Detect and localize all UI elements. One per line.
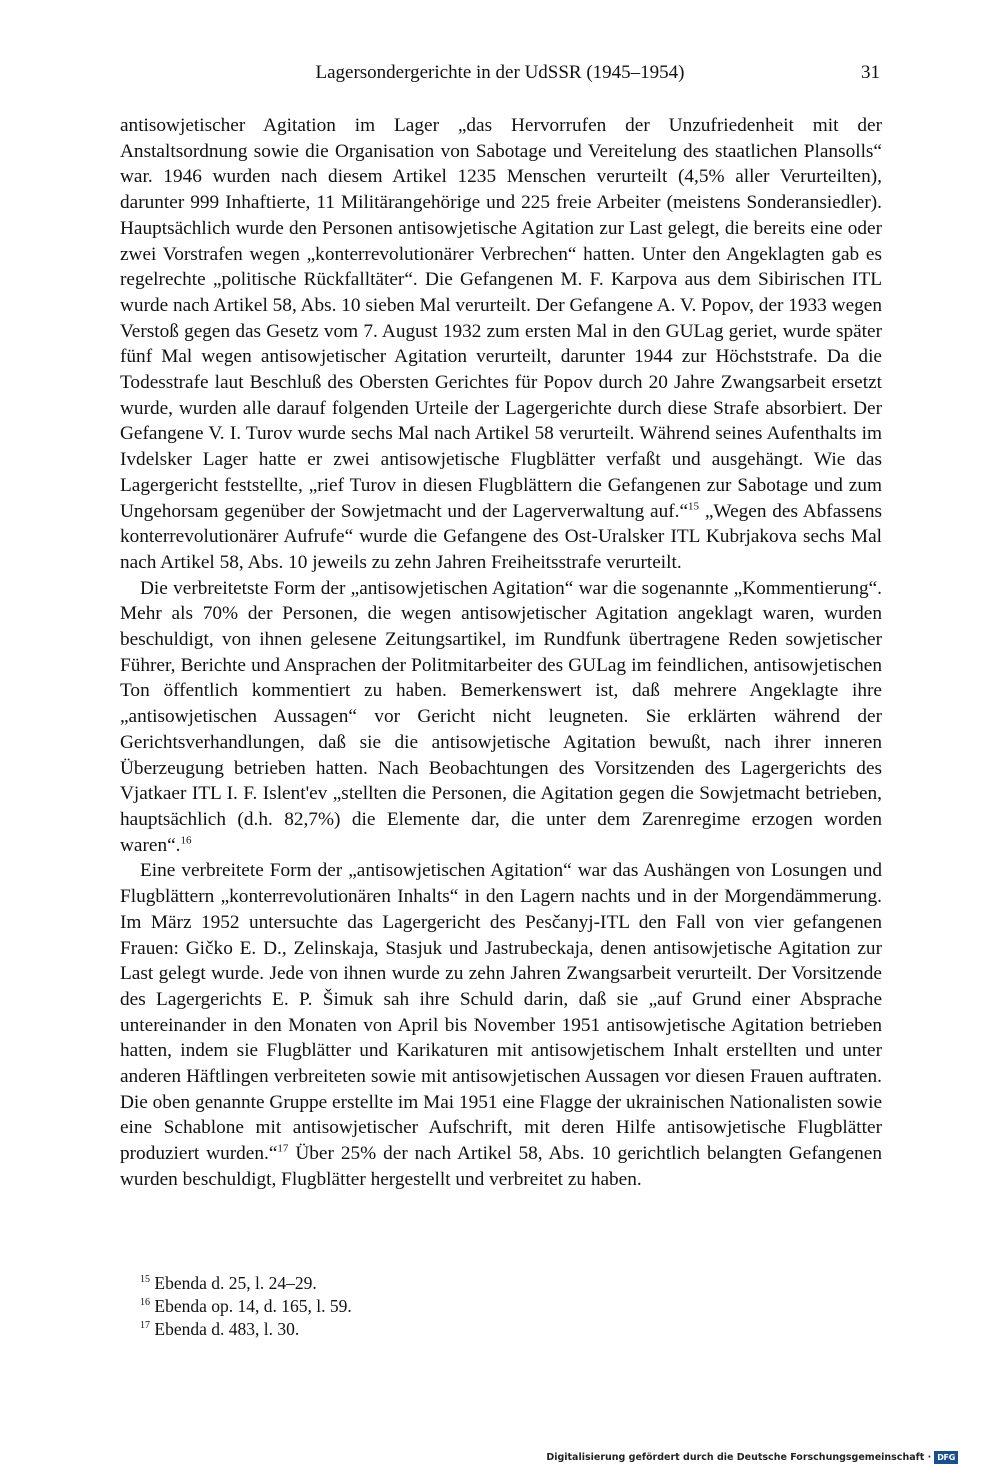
- paragraph-text: Eine verbreitete Form der „antisowjetischen Agitation“ war das Aushängen von Losungen und Flugblättern „konterrevolutionären Inhalts“ in den Lagern nachts und in der Morgendämmerung. Im März 1952 untersuchte das Lagergericht des Pesčanyj-ITL den Fall von vier gefangenen Frauen: Gičko E. D., Zelinskaja, Stasjuk und Jastrubeckaja, denen antisowjetische Agitation zur Last gelegt wurde. Jede von ihnen wurde zu zehn Jahren Zwangsarbeit verurteilt. Der Vorsitzende des Lagergerichts E. P. Šimuk sah ihre Schuld darin, daß sie „auf Grund einer Absprache untereinander in den Monaten von April bis November 1951 antisowjetische Agitation betrieben hatten, indem sie Flugblätter und Karikaturen mit antisowjetischem Inhalt erstellten und unter anderen Häftlingen verbreiteten sowie mit antisowjetischen Aussagen vor diesen Frauen auftraten. Die oben genannte Gruppe erstellte im Mai 1951 eine Flagge der ukrainischen Nationalisten sowie eine Schablone mit antisowjetischer Aufschrift, mit deren Hilfe antisowjetische Flugblätter produziert wurden.“: [120, 860, 882, 1165]
- footnote-marker: 16: [180, 834, 192, 847]
- footnotes: [120, 1272, 880, 1341]
- footnote-text: Ebenda d. 25, l. 24–29.: [154, 1273, 317, 1293]
- footnote: [140, 1272, 880, 1295]
- footnote-marker: 17: [277, 1142, 289, 1155]
- footnote-number: 16: [140, 1297, 150, 1309]
- footnote-text: Ebenda d. 483, l. 30.: [154, 1319, 300, 1339]
- paragraph-text: Über 25% der nach Artikel 58, Abs. 10 gerichtlich belangten Gefangenen wurden beschuldigt, Flugblätter hergestellt und verbreitet zu haben.: [120, 1143, 882, 1190]
- funding-notice: [546, 1451, 958, 1464]
- dfg-logo-icon: DFG: [934, 1451, 958, 1464]
- running-header: [120, 62, 880, 90]
- footnote: [140, 1318, 880, 1341]
- footnote-marker: 15: [688, 500, 700, 513]
- paragraph: [120, 113, 882, 576]
- page-number: 31: [861, 62, 880, 83]
- paragraph-text: antisowjetischer Agitation im Lager „das Hervorrufen der Unzufriedenheit mit der Anstaltsordnung sowie die Organisation von Sabotage und Vereitelung des staatlichen Plansolls“ war. 1946 wurden nach diesem Artikel 1235 Menschen verurteilt (4,5% aller Verurteilten), darunter 999 Inhaftierte, 11 Militärangehörige und 225 freie Arbeiter (meistens Sonderansiedler). Hauptsächlich wurde den Personen antisowjetische Agitation zur Last gelegt, die bereits eine oder zwei Vorstrafen wegen „konterrevolutionärer Verbrechen“ hatten. Unter den Angeklagten gab es regelrechte „politische Rückfalltäter“. Die Gefangenen M. F. Karpova aus dem Sibirischen ITL wurde nach Artikel 58, Abs. 10 sieben Mal verurteilt. Der Gefangene A. V. Popov, der 1933 wegen Verstoß gegen das Gesetz vom 7. August 1932 zum ersten Mal in den GULag geriet, wurde später fünf Mal wegen antisowjetischer Agitation verurteilt, darunter 1944 zur Höchststrafe. Da die Todesstrafe laut Beschluß des Obersten Gerichtes für Popov durch 20 Jahre Zwangsarbeit ersetzt wurde, wurden alle darauf folgenden Urteile der Lagergerichte durch diese Strafe absorbiert. Der Gefangene V. I. Turov wurde sechs Mal nach Artikel 58 verurteilt. Während seines Aufenthalts im Ivdelsker Lager hatte er zwei antisowjetische Flugblätter verfaßt und ausgehängt. Wie das Lagergericht feststellte, „rief Turov in diesen Flugblättern die Gefangenen zur Sabotage und zum Ungehorsam gegenüber der Sowjetmacht und der Lagerverwaltung auf.“: [120, 115, 882, 522]
- paragraph: [120, 858, 882, 1192]
- body-text: [120, 113, 882, 1193]
- paragraph-text: Die verbreitetste Form der „antisowjetischen Agitation“ war die sogenannte „Kommentierung“. Mehr als 70% der Personen, die wegen antisowjetischer Agitation angeklagt waren, wurden beschuldigt, von ihnen gelesene Zeitungsartikel, im Rundfunk übertragene Reden sowjetischer Führer, Berichte und Ansprachen der Politmitarbeiter des GULag im feindlichen, antisowjetischen Ton öffentlich kommentiert zu haben. Bemerkenswert ist, daß mehrere Angeklagte ihre „antisowjetischen Aussagen“ vor Gericht nicht leugneten. Sie erklärten während der Gerichtsverhandlungen, daß sie die antisowjetische Agitation bewußt, nach ihrer inneren Überzeugung betrieben hatten. Nach Beobachtungen des Vorsitzenden des Lagergerichts des Vjatkaer ITL I. F. Islent'ev „stellten die Personen, die Agitation gegen die Sowjetmacht betrieben, hauptsächlich (d.h. 82,7%) die Elemente dar, die unter dem Zarenregime erzogen worden waren“.: [120, 577, 882, 856]
- paragraph: [120, 576, 882, 859]
- footnote-text: Ebenda op. 14, d. 165, l. 59.: [154, 1296, 352, 1316]
- footnote: [140, 1295, 880, 1318]
- funding-text: Digitalisierung gefördert durch die Deutsche Forschungsgemeinschaft ·: [546, 1452, 932, 1463]
- running-title: Lagersondergerichte in der UdSSR (1945–1954): [315, 62, 685, 83]
- footnote-number: 17: [140, 1320, 150, 1332]
- footnote-number: 15: [140, 1274, 150, 1286]
- paragraph-text: „Wegen des Abfassens konterrevolutionärer Aufrufe“ wurde die Gefangene des Ost-Uralsker ITL Kubrjakova sechs Mal nach Artikel 58, Abs. 10 jeweils zu zehn Jahren Freiheitsstrafe verurteilt.: [120, 500, 882, 573]
